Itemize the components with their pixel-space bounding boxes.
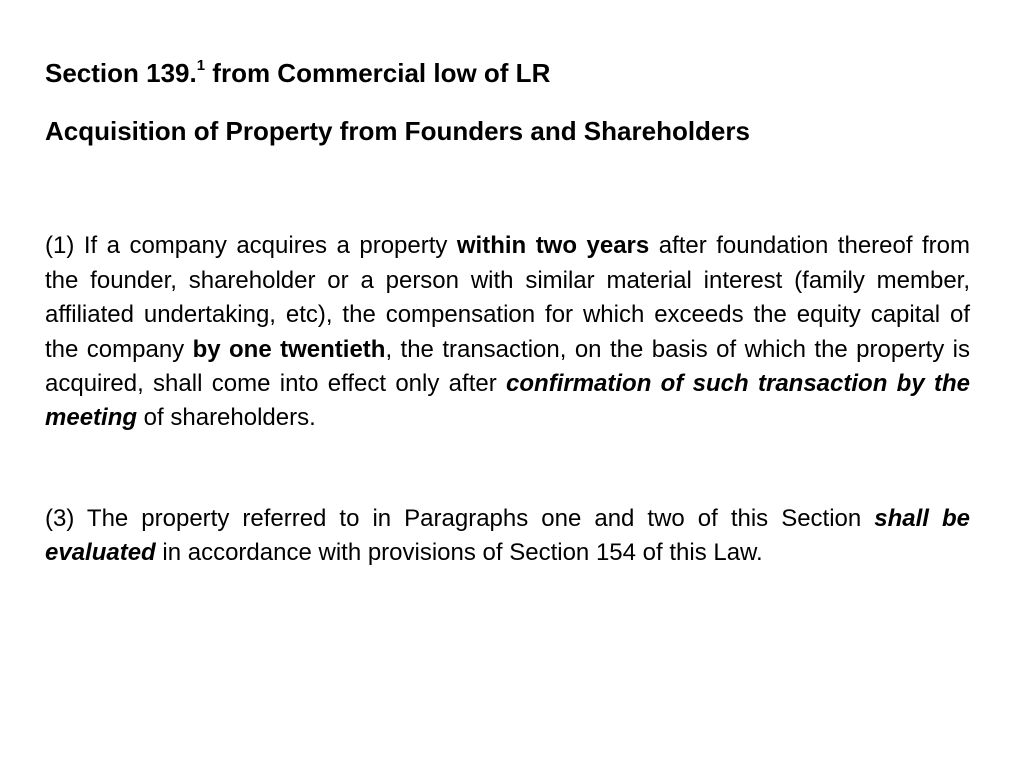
paragraph-1-emphasis-2: by one twentieth [192, 335, 386, 363]
paragraph-1-emphasis-3: confirmation of such transaction by the meeting [45, 370, 971, 432]
paragraph-1 [45, 229, 970, 435]
heading-section-number: Section 139. [45, 58, 197, 88]
paragraph-1-emphasis-1: within two years [456, 232, 650, 260]
paragraph-2-emphasis-1: shall be evaluated [45, 504, 970, 567]
paragraph-1-text-1: (1) If a company acquires a property [45, 232, 457, 260]
heading-source: from Commercial low of LR [205, 58, 551, 88]
paragraph-2 [45, 502, 970, 571]
slide-content [45, 58, 970, 571]
heading-line-1 [45, 58, 970, 89]
paragraph-2-text-2: in accordance with provisions of Section 154 of this Law. [155, 539, 763, 567]
paragraph-2-text-1: (3) The property referred to in Paragraphs one and two of this Section [45, 504, 875, 532]
paragraph-1-text-3: , the transaction, on the basis of which the property is acquired, shall come into effect only after [45, 335, 970, 397]
paragraph-1-text-2: after foundation thereof from the founder, shareholder or a person with similar material interest (family member, affiliated undertaking, etc), the compensation for which exceeds the equity capital of the company [45, 232, 971, 363]
paragraph-1-text-4: of shareholders. [137, 404, 316, 432]
heading-line-2: Acquisition of Property from Founders and Shareholders [45, 116, 750, 147]
heading-footnote-marker: 1 [196, 57, 206, 74]
